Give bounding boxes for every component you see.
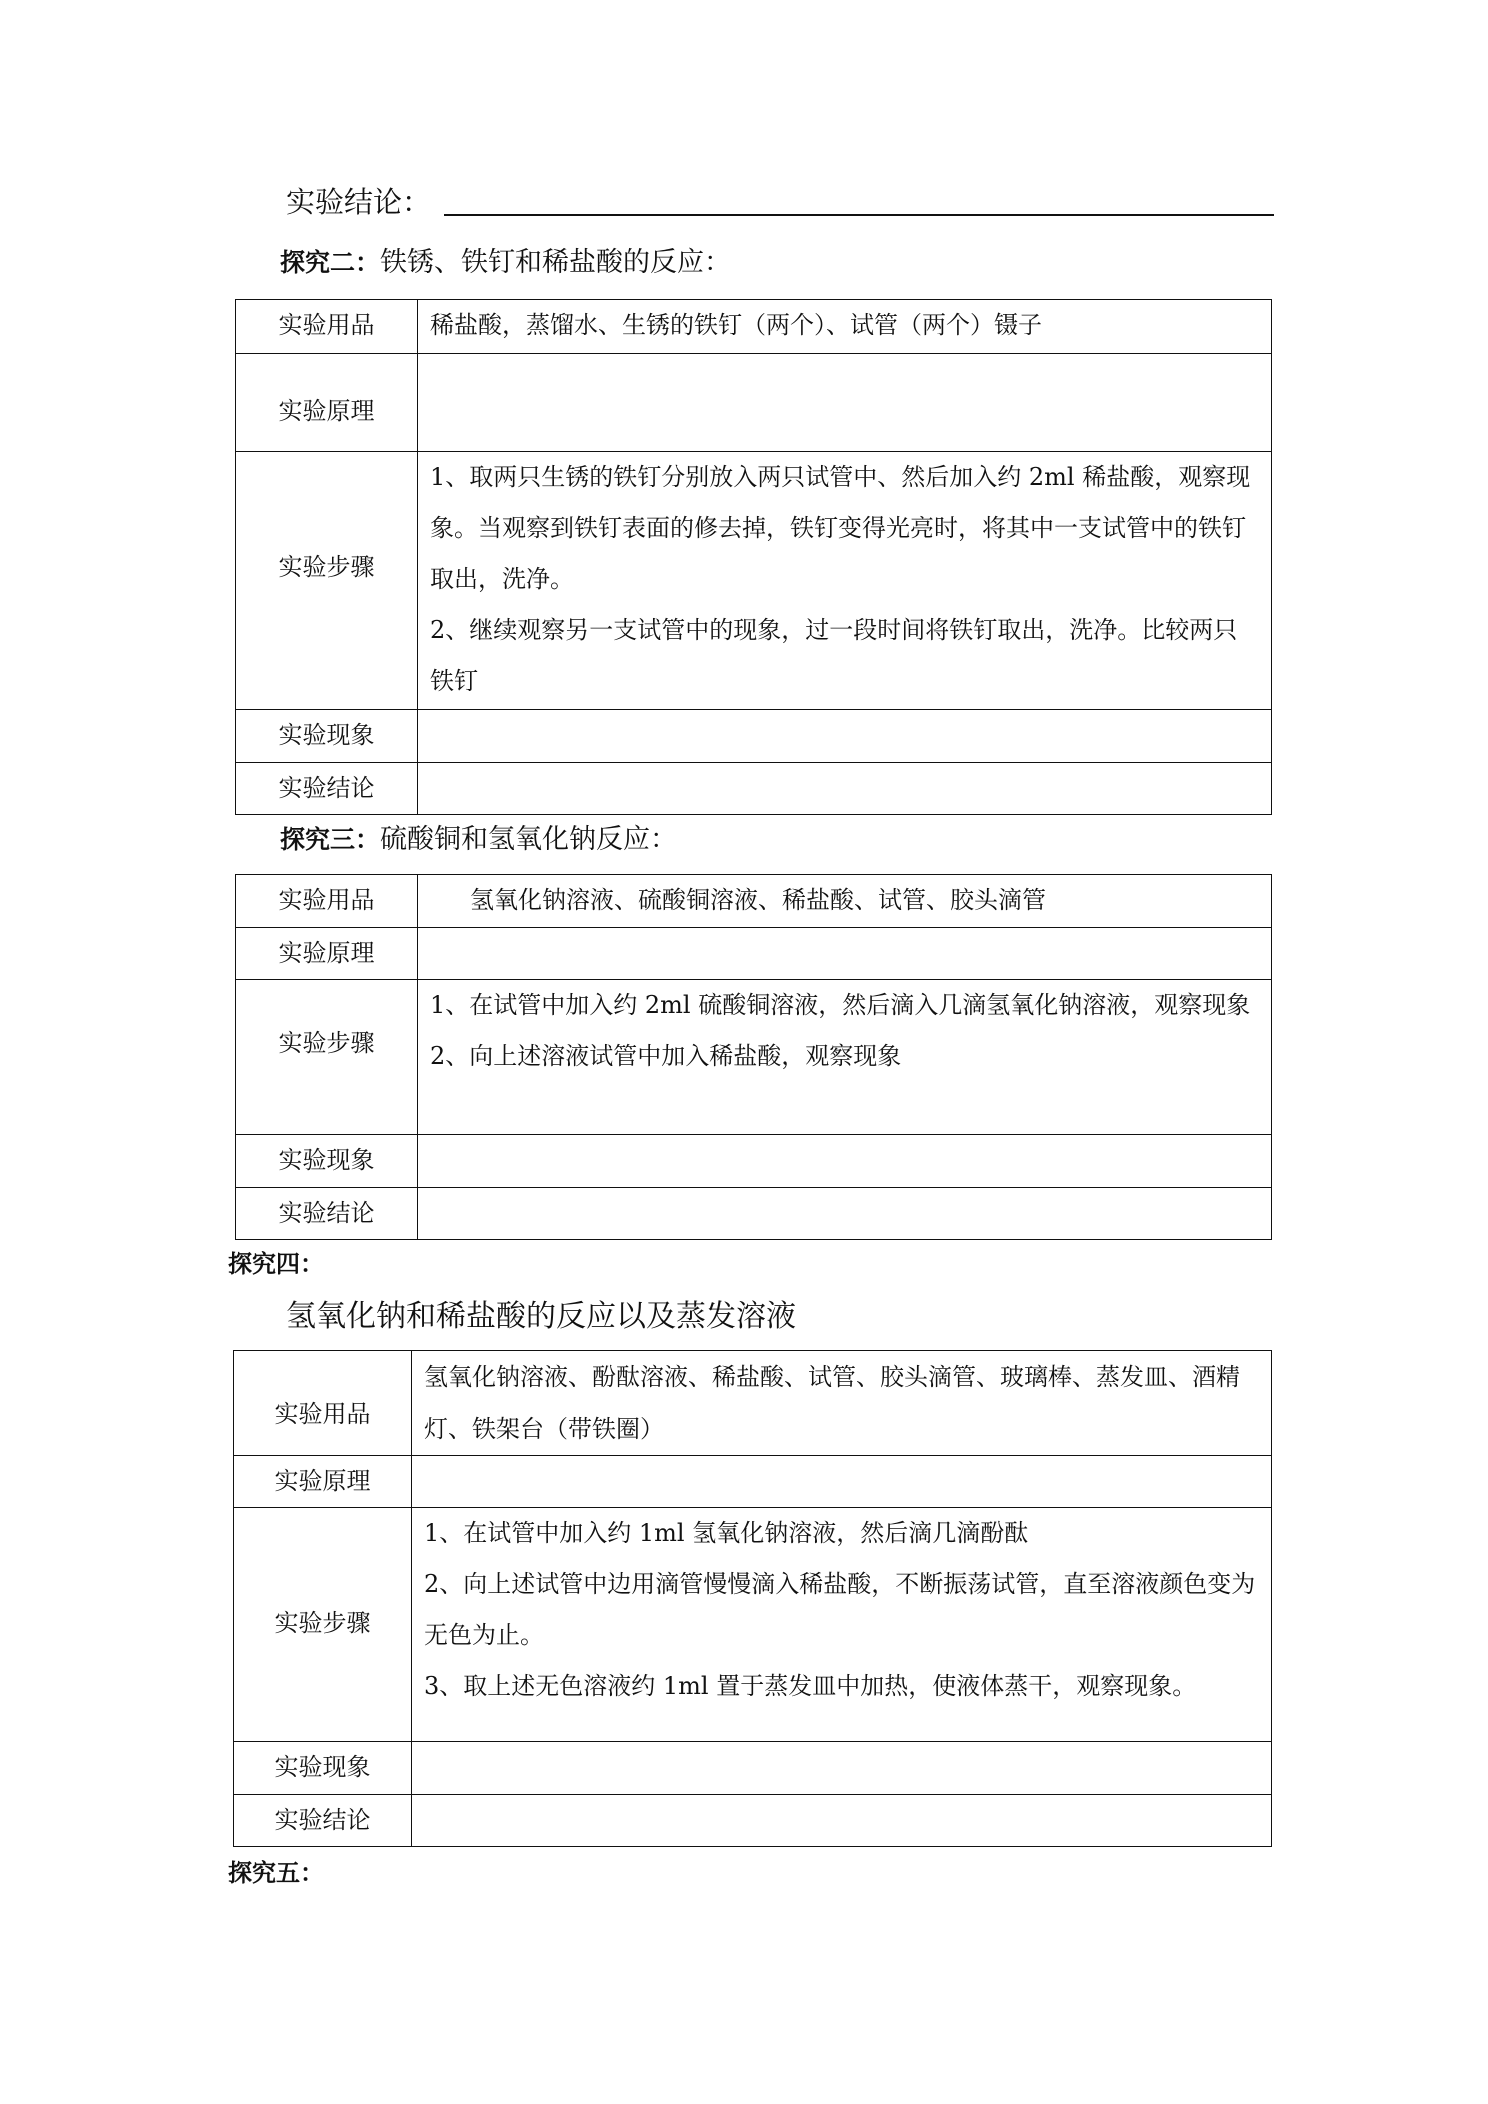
steps-label: 实验步骤 <box>236 980 418 1135</box>
principle-value[interactable] <box>418 354 1272 452</box>
materials-label: 实验用品 <box>234 1351 412 1456</box>
steps-value <box>418 452 1272 710</box>
table-row <box>236 1188 1272 1240</box>
step-item: 3、取上述无色溶液约 1ml 置于蒸发皿中加热，使液体蒸干，观察现象。 <box>424 1672 1197 1700</box>
conclusion-label: 实验结论 <box>236 1188 418 1240</box>
conclusion-value[interactable] <box>412 1795 1272 1847</box>
inquiry4-number: 探究四： <box>228 1249 324 1278</box>
inquiry2-title: 铁锈、铁钉和稀盐酸的反应： <box>380 247 732 278</box>
table-row <box>234 1508 1272 1742</box>
conclusion-label: 实验结论 <box>236 763 418 815</box>
inquiry2-number: 探究二： <box>280 248 381 277</box>
table-row <box>236 980 1272 1135</box>
inquiry5-number: 探究五： <box>228 1858 324 1887</box>
step-item: 1、取两只生锈的铁钉分别放入两只试管中、然后加入约 2ml 稀盐酸，观察现象。当观察到铁钉表面的修去掉，铁钉变得光亮时，将其中一支试管中的铁钉取出，洗净。 <box>430 463 1251 593</box>
inquiry4-table <box>233 1350 1272 1847</box>
table-row <box>236 300 1272 354</box>
table-row <box>236 710 1272 763</box>
phenomenon-value[interactable] <box>418 710 1272 763</box>
phenomenon-value[interactable] <box>418 1135 1272 1188</box>
principle-value[interactable] <box>412 1456 1272 1508</box>
steps-value <box>412 1508 1272 1742</box>
table-row <box>236 875 1272 928</box>
phenomenon-label: 实验现象 <box>236 710 418 763</box>
principle-label: 实验原理 <box>236 354 418 452</box>
steps-label: 实验步骤 <box>236 452 418 710</box>
materials-value: 氢氧化钠溶液、酚酞溶液、稀盐酸、试管、胶头滴管、玻璃棒、蒸发皿、酒精灯、铁架台（带铁圈） <box>412 1351 1272 1456</box>
phenomenon-value[interactable] <box>412 1742 1272 1795</box>
conclusion-blank-line[interactable] <box>444 214 1274 216</box>
conclusion-label: 实验结论： <box>286 185 432 219</box>
step-item: 1、在试管中加入约 1ml 氢氧化钠溶液，然后滴几滴酚酞 <box>424 1519 1029 1547</box>
inquiry4-subtitle: 氢氧化钠和稀盐酸的反应以及蒸发溶液 <box>286 1299 796 1334</box>
phenomenon-label: 实验现象 <box>236 1135 418 1188</box>
table-row <box>234 1795 1272 1847</box>
step-item: 2、向上述溶液试管中加入稀盐酸，观察现象 <box>430 1042 902 1070</box>
step-item: 2、向上述试管中边用滴管慢慢滴入稀盐酸，不断振荡试管，直至溶液颜色变为无色为止。 <box>424 1570 1256 1649</box>
principle-label: 实验原理 <box>236 928 418 980</box>
table-row <box>236 763 1272 815</box>
materials-value: 稀盐酸，蒸馏水、生锈的铁钉（两个）、试管（两个）镊子 <box>418 300 1272 354</box>
inquiry2-table <box>235 299 1272 815</box>
conclusion-value[interactable] <box>418 1188 1272 1240</box>
conclusion-label: 实验结论 <box>234 1795 412 1847</box>
inquiry2-heading <box>280 240 731 279</box>
step-item: 2、继续观察另一支试管中的现象，过一段时间将铁钉取出，洗净。比较两只铁钉 <box>430 616 1238 695</box>
principle-label: 实验原理 <box>234 1456 412 1508</box>
inquiry3-title: 硫酸铜和氢氧化钠反应： <box>380 824 678 855</box>
materials-value: 氢氧化钠溶液、硫酸铜溶液、稀盐酸、试管、胶头滴管 <box>418 875 1272 928</box>
table-row <box>234 1742 1272 1795</box>
table-row <box>236 452 1272 710</box>
step-item: 1、在试管中加入约 2ml 硫酸铜溶液，然后滴入几滴氢氧化钠溶液，观察现象 <box>430 991 1251 1019</box>
table-row <box>236 928 1272 980</box>
steps-value <box>418 980 1272 1135</box>
table-row <box>234 1456 1272 1508</box>
steps-label: 实验步骤 <box>234 1508 412 1742</box>
inquiry3-heading <box>280 817 677 856</box>
inquiry3-number: 探究三： <box>280 825 381 854</box>
principle-value[interactable] <box>418 928 1272 980</box>
materials-label: 实验用品 <box>236 300 418 354</box>
table-row <box>234 1351 1272 1456</box>
phenomenon-label: 实验现象 <box>234 1742 412 1795</box>
inquiry3-table <box>235 874 1272 1240</box>
table-row <box>236 354 1272 452</box>
table-row <box>236 1135 1272 1188</box>
materials-label: 实验用品 <box>236 875 418 928</box>
conclusion-value[interactable] <box>418 763 1272 815</box>
